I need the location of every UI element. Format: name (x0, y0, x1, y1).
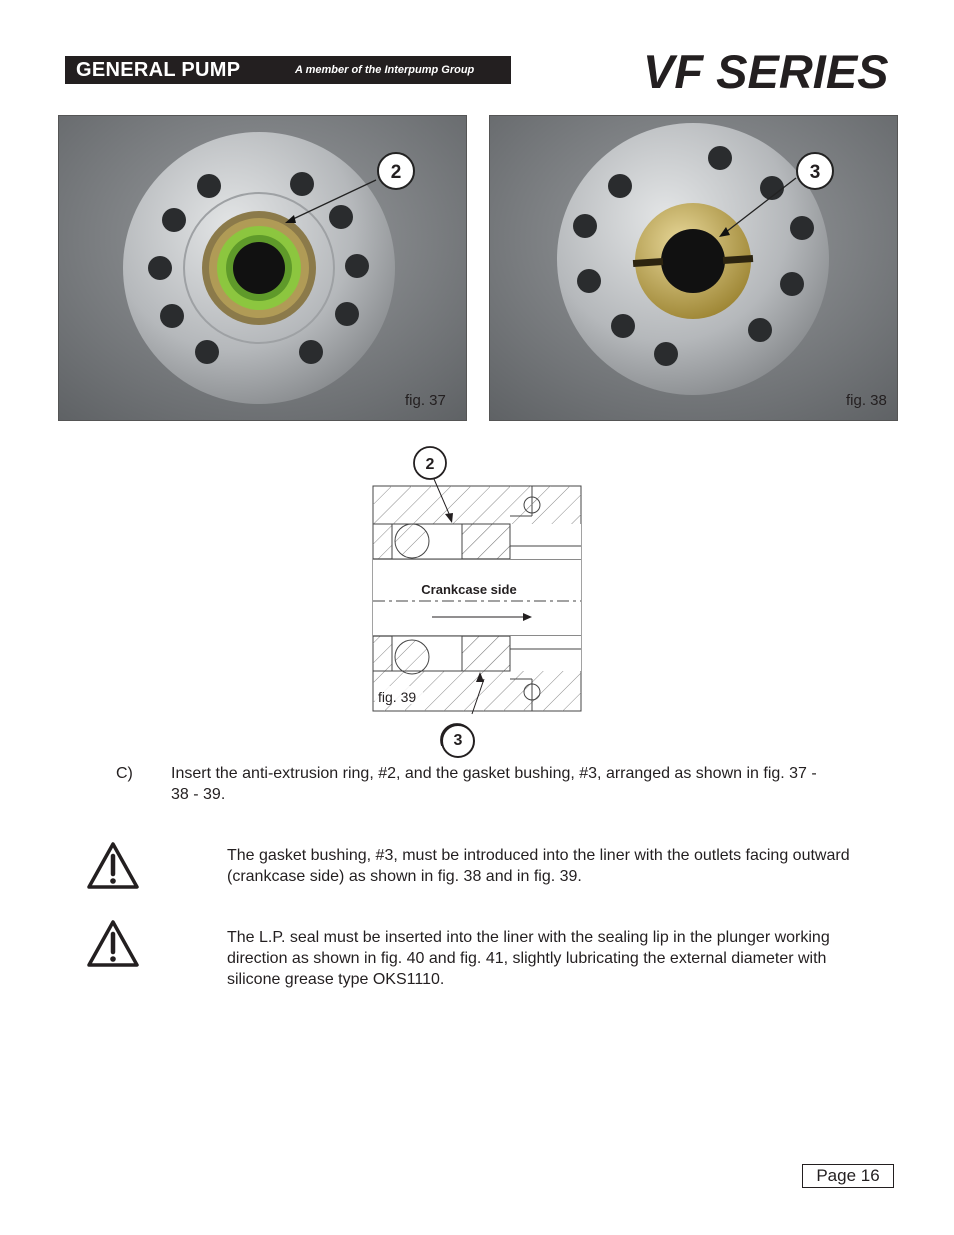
fig38-label: fig. 38 (846, 392, 887, 409)
fig38-photo (489, 115, 898, 421)
brand-name: GENERAL PUMP (76, 59, 241, 81)
warning-triangle-icon (86, 919, 140, 969)
header-bar (65, 56, 511, 84)
brand-tagline: A member of the Interpump Group (295, 64, 475, 76)
page-number: Page 16 (802, 1164, 894, 1188)
fig39-callout-bottom: 3 (441, 724, 475, 758)
fig37-photo (58, 115, 467, 421)
warning-triangle-icon (86, 841, 140, 891)
fig39-crankcase-label: Crankcase side (421, 582, 517, 597)
fig39-label: fig. 39 (378, 689, 417, 705)
fig38-callout: 3 (809, 162, 821, 183)
step-marker: C) (116, 765, 133, 782)
series-title: VF SERIES (643, 45, 889, 98)
step-text: Insert the anti-extrusion ring, #2, and the gasket bushing, #3, arranged as shown in fig. 37 - 38 - 39. (171, 765, 817, 803)
fig39-callout-top: 2 (425, 456, 435, 473)
fig37-callout: 2 (390, 162, 402, 183)
fig39-diagram (372, 446, 584, 746)
warning-text-1: The gasket bushing, #3, must be introduced into the liner with the outlets facing outward (crankcase side) as shown in fig. 38 and in fig. 39. (227, 847, 850, 885)
warning-text-2: The L.P. seal must be inserted into the liner with the sealing lip in the plunger working direction as shown in fig. 40 and fig. 41, slightly lubricating the external diameter with silicone grease type OKS1110. (227, 929, 830, 988)
fig37-label: fig. 37 (405, 392, 446, 409)
